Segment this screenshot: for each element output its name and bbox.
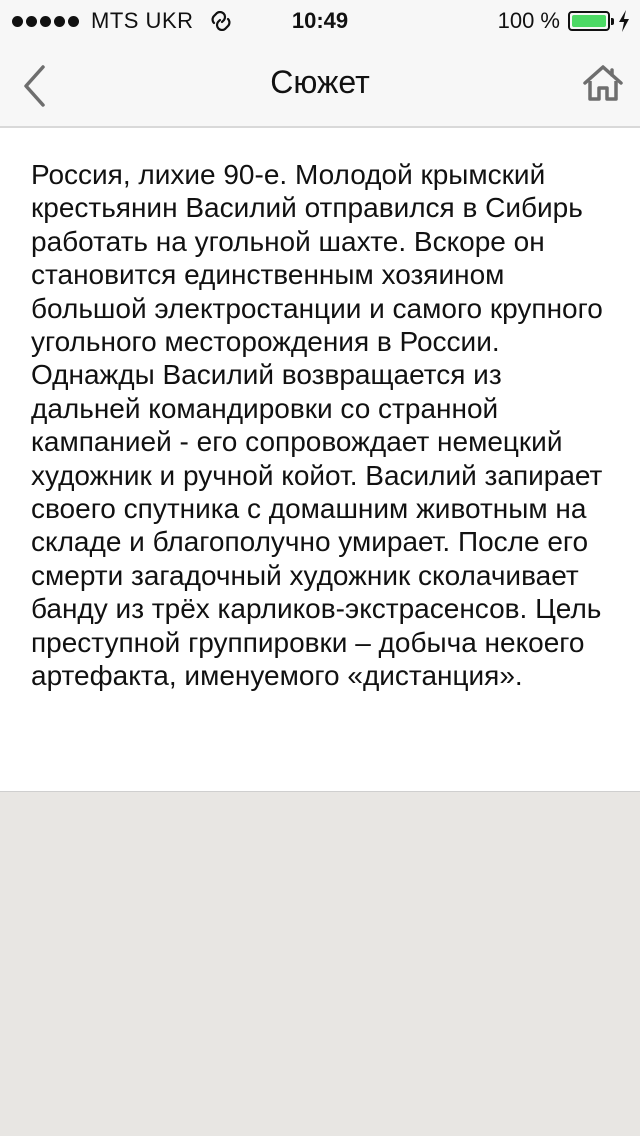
status-right <box>498 8 630 34</box>
page-title: Сюжет <box>270 64 370 100</box>
carrier-name: MTS UKR <box>91 8 194 33</box>
home-button[interactable] <box>578 60 628 106</box>
plot-description: Россия, лихие 90-е. Молодой крымский крестьянин Василий отправился в Сибирь работать на угольной шахте. Вскоре он становится единственным хозяином большой электростанции и самого крупного угольного месторождения в России. Однажды Василий возвращается из дальней командировки со странной кампанией - его сопровождает немецкий художник и ручной койот. Василий запирает своего спутника с домашним животным на складе и благополучно умирает. После его смерти загадочный художник сколачивает банду из трёх карликов-экстрасенсов. Цель преступной группировки – добыча некоего артефакта, именуемого «дистанция». <box>31 159 603 692</box>
charging-icon <box>618 10 630 32</box>
clock: 10:49 <box>291 8 349 33</box>
navigation-bar <box>0 40 640 128</box>
home-icon <box>582 64 624 102</box>
battery-percent: 100 % <box>497 8 560 33</box>
battery-icon <box>568 11 610 31</box>
plot-card <box>0 128 640 792</box>
status-bar <box>0 0 640 40</box>
top-bar <box>0 0 640 128</box>
battery-level <box>572 15 606 27</box>
